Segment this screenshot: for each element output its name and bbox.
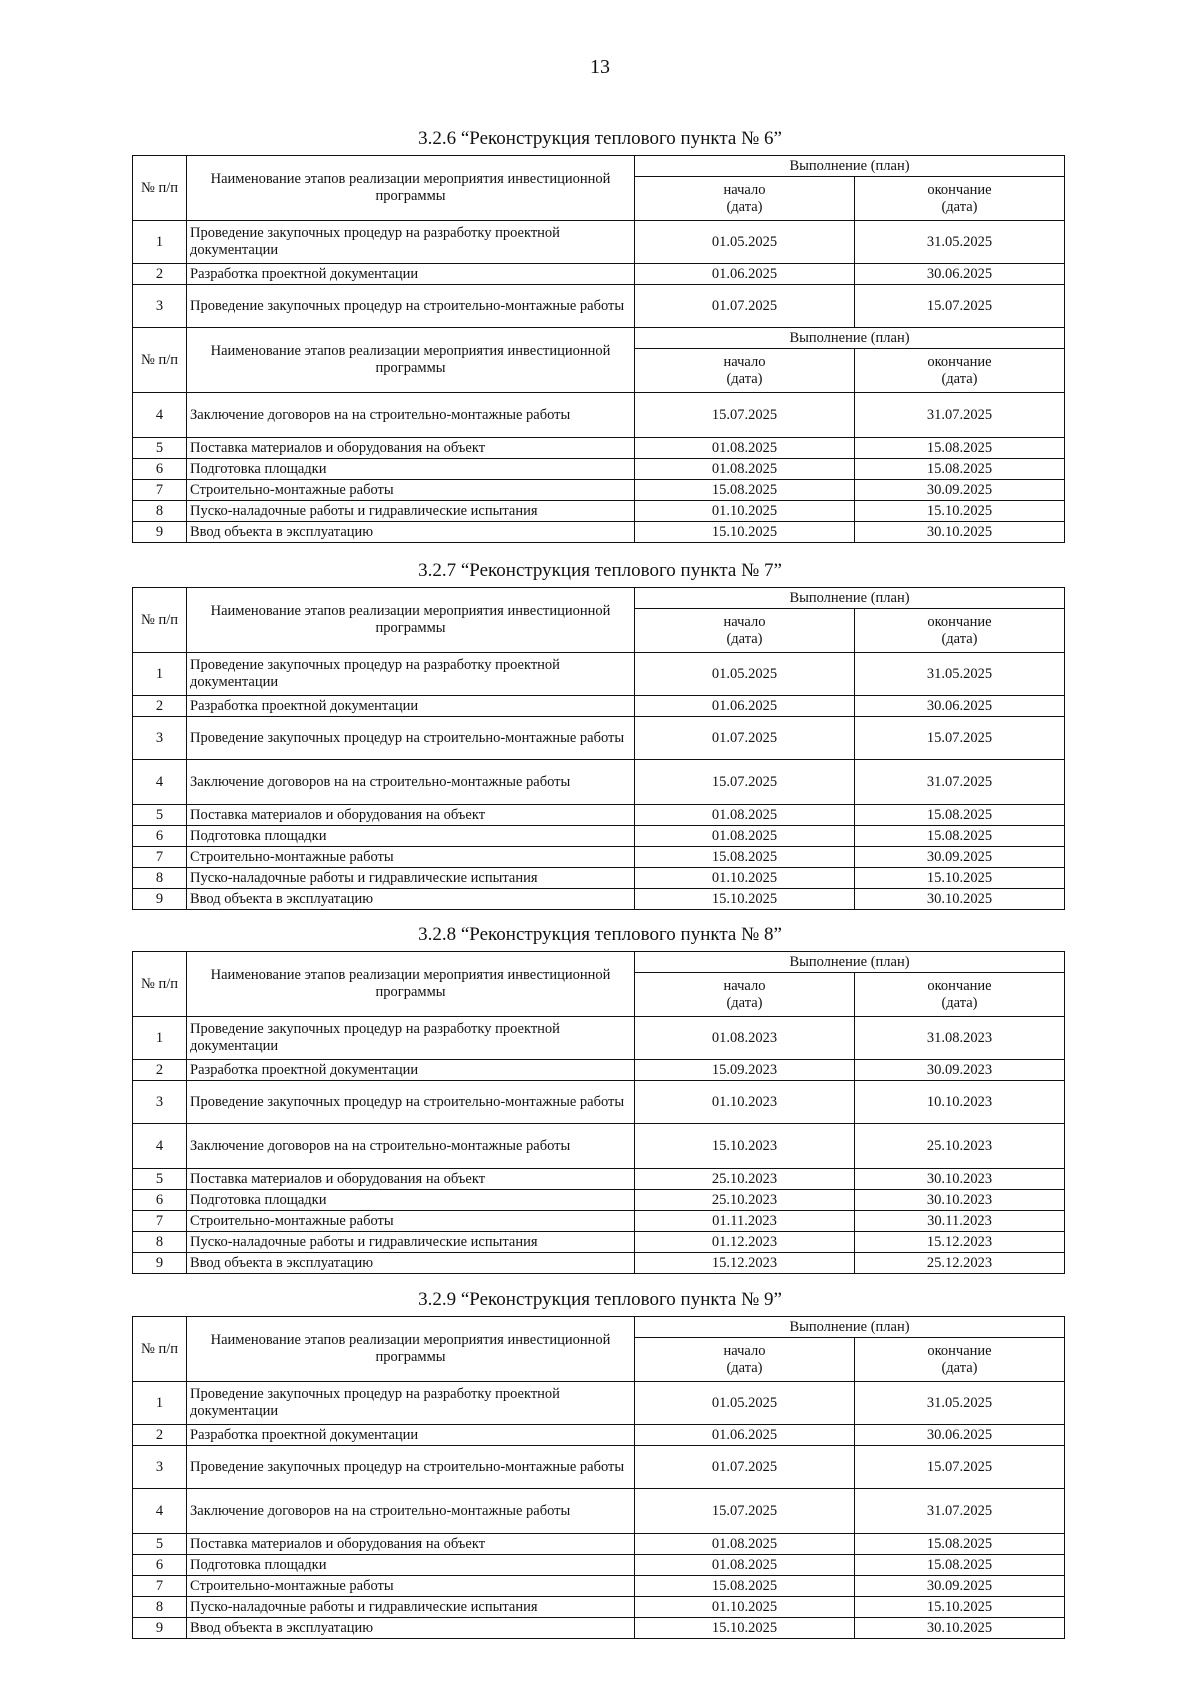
header-num: № п/п <box>133 1317 187 1382</box>
header-end-label: окончание <box>927 353 992 370</box>
header-start-label: начало <box>723 181 766 198</box>
row-end-date: 31.05.2025 <box>855 653 1065 696</box>
header-num: № п/п <box>133 328 187 393</box>
header-start <box>635 1338 855 1382</box>
table-row <box>133 393 1065 438</box>
row-stage-name: Строительно-монтажные работы <box>187 480 635 501</box>
row-stage-name: Проведение закупочных процедур на строительно-монтажные работы <box>187 1081 635 1124</box>
row-num: 5 <box>133 1169 187 1190</box>
row-start-date: 01.07.2025 <box>635 717 855 760</box>
table-row <box>133 1489 1065 1534</box>
row-num: 1 <box>133 1017 187 1060</box>
row-start-date: 01.11.2023 <box>635 1211 855 1232</box>
header-execution: Выполнение (план) <box>635 588 1065 609</box>
row-start-date: 15.08.2025 <box>635 847 855 868</box>
row-stage-name: Строительно-монтажные работы <box>187 1576 635 1597</box>
schedule-table-3-2-8 <box>132 951 1065 1274</box>
row-stage-name: Пуско-наладочные работы и гидравлические испытания <box>187 501 635 522</box>
row-start-date: 15.10.2025 <box>635 522 855 543</box>
row-end-date: 10.10.2023 <box>855 1081 1065 1124</box>
row-num: 9 <box>133 1618 187 1639</box>
header-start <box>635 349 855 393</box>
row-num: 5 <box>133 438 187 459</box>
row-stage-name: Подготовка площадки <box>187 1555 635 1576</box>
header-date-sub: (дата) <box>726 370 763 387</box>
row-start-date: 01.07.2025 <box>635 285 855 328</box>
header-end <box>855 349 1065 393</box>
row-stage-name: Поставка материалов и оборудования на объект <box>187 1169 635 1190</box>
row-end-date: 31.08.2023 <box>855 1017 1065 1060</box>
row-num: 2 <box>133 1425 187 1446</box>
table-row <box>133 1597 1065 1618</box>
header-date-sub: (дата) <box>726 198 763 215</box>
table-row <box>133 1382 1065 1425</box>
row-end-date: 30.09.2025 <box>855 480 1065 501</box>
row-num: 3 <box>133 1446 187 1489</box>
row-end-date: 30.10.2023 <box>855 1169 1065 1190</box>
header-start-label: начало <box>723 1342 766 1359</box>
row-end-date: 15.10.2025 <box>855 501 1065 522</box>
table-row <box>133 868 1065 889</box>
header-date-sub: (дата) <box>941 198 978 215</box>
row-num: 6 <box>133 826 187 847</box>
row-num: 6 <box>133 459 187 480</box>
row-start-date: 01.05.2025 <box>635 221 855 264</box>
row-end-date: 30.10.2023 <box>855 1190 1065 1211</box>
table-row <box>133 1534 1065 1555</box>
table-row <box>133 1232 1065 1253</box>
schedule-table-3-2-6 <box>132 155 1065 543</box>
row-end-date: 15.08.2025 <box>855 805 1065 826</box>
table-row <box>133 1190 1065 1211</box>
row-start-date: 01.08.2025 <box>635 1555 855 1576</box>
row-stage-name: Проведение закупочных процедур на строительно-монтажные работы <box>187 1446 635 1489</box>
row-num: 4 <box>133 1489 187 1534</box>
table-row <box>133 1618 1065 1639</box>
row-stage-name: Проведение закупочных процедур на разработку проектной документации <box>187 221 635 264</box>
header-start <box>635 177 855 221</box>
table-row <box>133 1576 1065 1597</box>
table-row <box>133 1124 1065 1169</box>
header-date-sub: (дата) <box>941 1359 978 1376</box>
row-end-date: 25.12.2023 <box>855 1253 1065 1274</box>
table-row <box>133 285 1065 328</box>
row-end-date: 15.10.2025 <box>855 868 1065 889</box>
row-start-date: 01.08.2025 <box>635 438 855 459</box>
row-num: 7 <box>133 1576 187 1597</box>
row-num: 8 <box>133 868 187 889</box>
table-row <box>133 1555 1065 1576</box>
header-stage-name: Наименование этапов реализации мероприятия инвестиционной программы <box>187 156 635 221</box>
row-start-date: 01.08.2025 <box>635 1534 855 1555</box>
table-row <box>133 1017 1065 1060</box>
row-num: 8 <box>133 1597 187 1618</box>
row-start-date: 15.08.2025 <box>635 1576 855 1597</box>
row-stage-name: Ввод объекта в эксплуатацию <box>187 522 635 543</box>
header-end <box>855 1338 1065 1382</box>
row-start-date: 01.10.2025 <box>635 1597 855 1618</box>
header-date-sub: (дата) <box>726 994 763 1011</box>
row-stage-name: Ввод объекта в эксплуатацию <box>187 1618 635 1639</box>
table-row <box>133 1253 1065 1274</box>
row-end-date: 31.05.2025 <box>855 1382 1065 1425</box>
row-end-date: 15.07.2025 <box>855 285 1065 328</box>
row-start-date: 15.07.2025 <box>635 1489 855 1534</box>
row-num: 2 <box>133 696 187 717</box>
row-end-date: 30.10.2025 <box>855 889 1065 910</box>
header-end <box>855 973 1065 1017</box>
row-start-date: 15.08.2025 <box>635 480 855 501</box>
row-end-date: 15.08.2025 <box>855 438 1065 459</box>
row-num: 5 <box>133 805 187 826</box>
section-title-3-2-6: 3.2.6 “Реконструкция теплового пункта № 6” <box>418 128 782 149</box>
row-start-date: 15.10.2025 <box>635 1618 855 1639</box>
row-start-date: 01.10.2025 <box>635 501 855 522</box>
row-start-date: 01.12.2023 <box>635 1232 855 1253</box>
row-start-date: 15.09.2023 <box>635 1060 855 1081</box>
row-stage-name: Заключение договоров на на строительно-монтажные работы <box>187 760 635 805</box>
row-stage-name: Пуско-наладочные работы и гидравлические испытания <box>187 1597 635 1618</box>
table-row <box>133 805 1065 826</box>
row-start-date: 01.07.2025 <box>635 1446 855 1489</box>
row-start-date: 15.12.2023 <box>635 1253 855 1274</box>
row-num: 7 <box>133 847 187 868</box>
row-end-date: 30.09.2025 <box>855 847 1065 868</box>
row-num: 2 <box>133 264 187 285</box>
section-title-3-2-8: 3.2.8 “Реконструкция теплового пункта № 8” <box>418 924 782 945</box>
row-end-date: 15.08.2025 <box>855 826 1065 847</box>
table-row <box>133 264 1065 285</box>
table-row <box>133 717 1065 760</box>
header-stage-name: Наименование этапов реализации мероприятия инвестиционной программы <box>187 588 635 653</box>
row-num: 3 <box>133 285 187 328</box>
row-num: 7 <box>133 1211 187 1232</box>
schedule-table-3-2-9 <box>132 1316 1065 1639</box>
row-num: 1 <box>133 1382 187 1425</box>
row-num: 1 <box>133 653 187 696</box>
table-row <box>133 1060 1065 1081</box>
row-num: 8 <box>133 501 187 522</box>
header-end-label: окончание <box>927 1342 992 1359</box>
row-stage-name: Ввод объекта в эксплуатацию <box>187 1253 635 1274</box>
row-end-date: 31.07.2025 <box>855 760 1065 805</box>
header-end-label: окончание <box>927 613 992 630</box>
row-num: 7 <box>133 480 187 501</box>
header-start <box>635 973 855 1017</box>
row-stage-name: Пуско-наладочные работы и гидравлические испытания <box>187 868 635 889</box>
row-end-date: 15.08.2025 <box>855 1555 1065 1576</box>
row-stage-name: Пуско-наладочные работы и гидравлические испытания <box>187 1232 635 1253</box>
header-start <box>635 609 855 653</box>
row-stage-name: Поставка материалов и оборудования на объект <box>187 805 635 826</box>
header-end <box>855 609 1065 653</box>
table-row <box>133 480 1065 501</box>
table-row <box>133 1169 1065 1190</box>
row-end-date: 30.06.2025 <box>855 696 1065 717</box>
header-start-label: начало <box>723 613 766 630</box>
header-date-sub: (дата) <box>726 1359 763 1376</box>
row-stage-name: Проведение закупочных процедур на разработку проектной документации <box>187 653 635 696</box>
row-start-date: 15.10.2025 <box>635 889 855 910</box>
table-row <box>133 1081 1065 1124</box>
header-start-label: начало <box>723 977 766 994</box>
row-stage-name: Строительно-монтажные работы <box>187 1211 635 1232</box>
row-num: 6 <box>133 1190 187 1211</box>
table-row <box>133 1211 1065 1232</box>
row-num: 4 <box>133 760 187 805</box>
row-stage-name: Подготовка площадки <box>187 1190 635 1211</box>
row-end-date: 30.10.2025 <box>855 1618 1065 1639</box>
row-num: 4 <box>133 393 187 438</box>
row-num: 9 <box>133 889 187 910</box>
row-start-date: 01.06.2025 <box>635 264 855 285</box>
row-end-date: 15.12.2023 <box>855 1232 1065 1253</box>
row-num: 3 <box>133 717 187 760</box>
row-end-date: 31.05.2025 <box>855 221 1065 264</box>
row-end-date: 30.10.2025 <box>855 522 1065 543</box>
row-num: 3 <box>133 1081 187 1124</box>
header-end-label: окончание <box>927 977 992 994</box>
row-start-date: 15.10.2023 <box>635 1124 855 1169</box>
row-start-date: 25.10.2023 <box>635 1190 855 1211</box>
table-row <box>133 459 1065 480</box>
row-start-date: 15.07.2025 <box>635 760 855 805</box>
page-number: 13 <box>590 56 610 78</box>
schedule-table-3-2-7 <box>132 587 1065 910</box>
row-start-date: 01.08.2025 <box>635 459 855 480</box>
row-stage-name: Подготовка площадки <box>187 459 635 480</box>
row-end-date: 25.10.2023 <box>855 1124 1065 1169</box>
table-row <box>133 760 1065 805</box>
header-start-label: начало <box>723 353 766 370</box>
row-stage-name: Разработка проектной документации <box>187 264 635 285</box>
row-num: 6 <box>133 1555 187 1576</box>
row-end-date: 30.06.2025 <box>855 264 1065 285</box>
header-execution: Выполнение (план) <box>635 156 1065 177</box>
row-stage-name: Поставка материалов и оборудования на объект <box>187 1534 635 1555</box>
row-stage-name: Проведение закупочных процедур на строительно-монтажные работы <box>187 717 635 760</box>
row-stage-name: Заключение договоров на на строительно-монтажные работы <box>187 393 635 438</box>
row-start-date: 01.05.2025 <box>635 653 855 696</box>
header-execution: Выполнение (план) <box>635 952 1065 973</box>
row-stage-name: Разработка проектной документации <box>187 1425 635 1446</box>
row-start-date: 01.08.2025 <box>635 805 855 826</box>
table-row <box>133 696 1065 717</box>
header-date-sub: (дата) <box>941 370 978 387</box>
row-num: 9 <box>133 522 187 543</box>
row-num: 2 <box>133 1060 187 1081</box>
header-execution: Выполнение (план) <box>635 328 1065 349</box>
header-stage-name: Наименование этапов реализации мероприятия инвестиционной программы <box>187 952 635 1017</box>
row-end-date: 15.08.2025 <box>855 459 1065 480</box>
header-num: № п/п <box>133 952 187 1017</box>
header-end <box>855 177 1065 221</box>
row-stage-name: Проведение закупочных процедур на разработку проектной документации <box>187 1017 635 1060</box>
row-stage-name: Ввод объекта в эксплуатацию <box>187 889 635 910</box>
header-stage-name: Наименование этапов реализации мероприятия инвестиционной программы <box>187 1317 635 1382</box>
row-stage-name: Заключение договоров на на строительно-монтажные работы <box>187 1124 635 1169</box>
header-num: № п/п <box>133 588 187 653</box>
row-start-date: 25.10.2023 <box>635 1169 855 1190</box>
table-row <box>133 501 1065 522</box>
table-row <box>133 826 1065 847</box>
row-stage-name: Поставка материалов и оборудования на объект <box>187 438 635 459</box>
row-stage-name: Разработка проектной документации <box>187 1060 635 1081</box>
row-stage-name: Разработка проектной документации <box>187 696 635 717</box>
row-start-date: 01.08.2025 <box>635 826 855 847</box>
row-start-date: 01.06.2025 <box>635 1425 855 1446</box>
row-end-date: 15.07.2025 <box>855 1446 1065 1489</box>
row-end-date: 30.09.2023 <box>855 1060 1065 1081</box>
table-row <box>133 1446 1065 1489</box>
row-stage-name: Проведение закупочных процедур на строительно-монтажные работы <box>187 285 635 328</box>
header-date-sub: (дата) <box>941 630 978 647</box>
row-num: 4 <box>133 1124 187 1169</box>
row-start-date: 01.05.2025 <box>635 1382 855 1425</box>
row-end-date: 30.06.2025 <box>855 1425 1065 1446</box>
row-end-date: 15.10.2025 <box>855 1597 1065 1618</box>
row-end-date: 31.07.2025 <box>855 1489 1065 1534</box>
row-start-date: 01.10.2023 <box>635 1081 855 1124</box>
header-end-label: окончание <box>927 181 992 198</box>
row-end-date: 30.09.2025 <box>855 1576 1065 1597</box>
table-row <box>133 847 1065 868</box>
row-num: 8 <box>133 1232 187 1253</box>
header-execution: Выполнение (план) <box>635 1317 1065 1338</box>
table-row <box>133 1425 1065 1446</box>
row-num: 1 <box>133 221 187 264</box>
row-stage-name: Строительно-монтажные работы <box>187 847 635 868</box>
section-title-3-2-9: 3.2.9 “Реконструкция теплового пункта № 9” <box>418 1289 782 1310</box>
row-stage-name: Заключение договоров на на строительно-монтажные работы <box>187 1489 635 1534</box>
header-num: № п/п <box>133 156 187 221</box>
table-row <box>133 438 1065 459</box>
header-date-sub: (дата) <box>726 630 763 647</box>
row-num: 5 <box>133 1534 187 1555</box>
header-date-sub: (дата) <box>941 994 978 1011</box>
row-start-date: 01.06.2025 <box>635 696 855 717</box>
row-end-date: 15.08.2025 <box>855 1534 1065 1555</box>
header-stage-name: Наименование этапов реализации мероприятия инвестиционной программы <box>187 328 635 393</box>
row-start-date: 01.10.2025 <box>635 868 855 889</box>
section-title-3-2-7: 3.2.7 “Реконструкция теплового пункта № 7” <box>418 560 782 581</box>
table-row <box>133 522 1065 543</box>
table-row <box>133 889 1065 910</box>
row-stage-name: Подготовка площадки <box>187 826 635 847</box>
row-end-date: 31.07.2025 <box>855 393 1065 438</box>
row-stage-name: Проведение закупочных процедур на разработку проектной документации <box>187 1382 635 1425</box>
table-row <box>133 653 1065 696</box>
row-end-date: 30.11.2023 <box>855 1211 1065 1232</box>
table-row <box>133 221 1065 264</box>
row-num: 9 <box>133 1253 187 1274</box>
row-start-date: 01.08.2023 <box>635 1017 855 1060</box>
row-end-date: 15.07.2025 <box>855 717 1065 760</box>
row-start-date: 15.07.2025 <box>635 393 855 438</box>
